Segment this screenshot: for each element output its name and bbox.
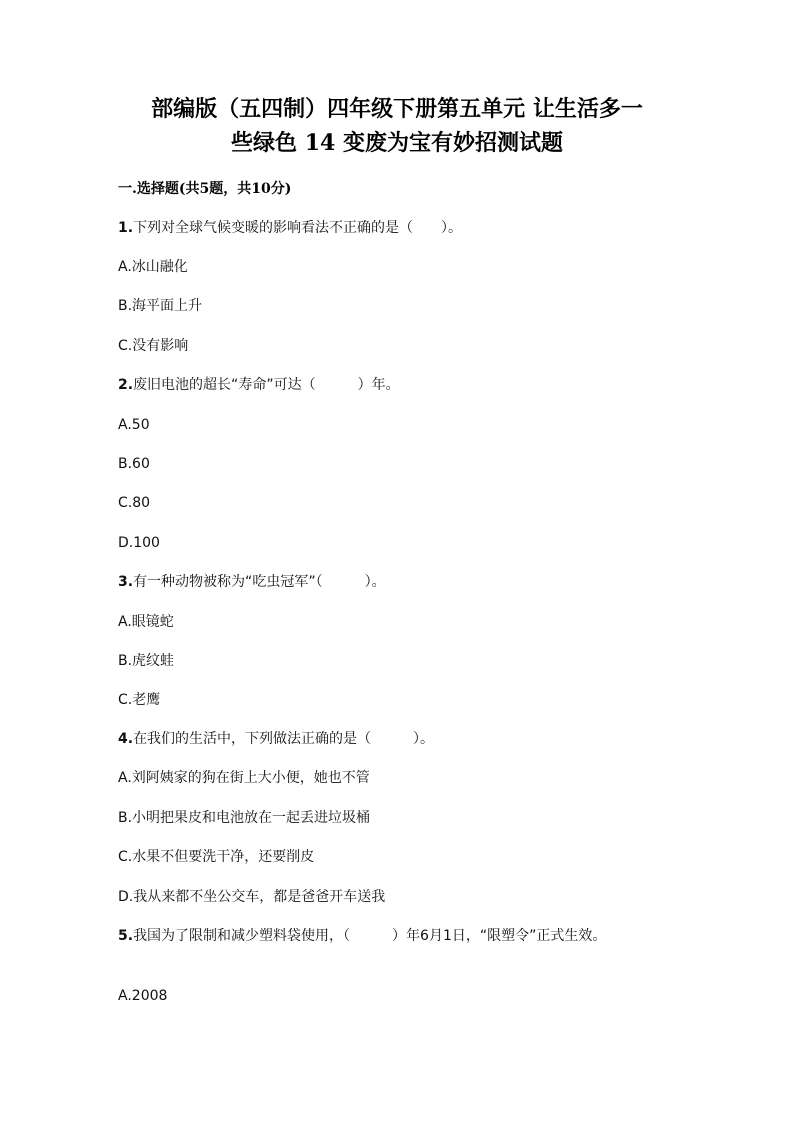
question-2 [118,375,400,395]
option-5a: A.2008 [118,988,168,1004]
option-4b: B.小明把果皮和电池放在一起丢进垃圾桶 [118,810,371,826]
option-1a: A.冰山融化 [118,259,188,275]
option-4d: D.我从来都不坐公交车，都是爸爸开车送我 [118,889,386,905]
question-stem: 有一种动物被称为“吃虫冠军”（ ）。 [133,574,386,590]
question-number: 2. [118,377,134,393]
section-header: 一.选择题(共5题，共10分) [118,181,292,197]
option-2b: B.60 [118,456,150,472]
title-line-1: 部编版（五四制）四年级下册第五单元 让生活多一 [151,96,643,122]
question-stem: 我国为了限制和减少塑料袋使用，（ ）年6月1日，“限塑令”正式生效。 [133,928,607,944]
question-5 [118,926,674,946]
option-2d: D.100 [118,535,160,551]
option-1c: C.没有影响 [118,338,189,354]
question-number: 5. [118,928,134,944]
option-1b: B.海平面上升 [118,298,203,314]
option-2a: A.50 [118,417,150,433]
question-4 [118,729,434,749]
question-stem: 下列对全球气候变暖的影响看法不正确的是（ ）。 [133,220,463,236]
option-4a: A.刘阿姨家的狗在街上大小便，她也不管 [118,770,370,786]
option-3a: A.眼镜蛇 [118,614,174,630]
question-1 [118,218,462,238]
title-line-2: 些绿色 14 变废为宝有妙招测试题 [231,130,563,156]
option-2c: C.80 [118,495,151,511]
option-3b: B.虎纹蛙 [118,653,175,669]
option-3c: C.老鹰 [118,692,161,708]
option-4c: C.水果不但要洗干净，还要削皮 [118,849,315,865]
question-stem: 在我们的生活中，下列做法正确的是（ ）。 [133,731,435,747]
question-3 [118,572,386,592]
question-number: 1. [118,220,134,236]
question-number: 4. [118,731,134,747]
question-number: 3. [118,574,134,590]
document-title [110,92,684,160]
question-stem: 废旧电池的超长“寿命”可达（ ）年。 [133,377,400,393]
